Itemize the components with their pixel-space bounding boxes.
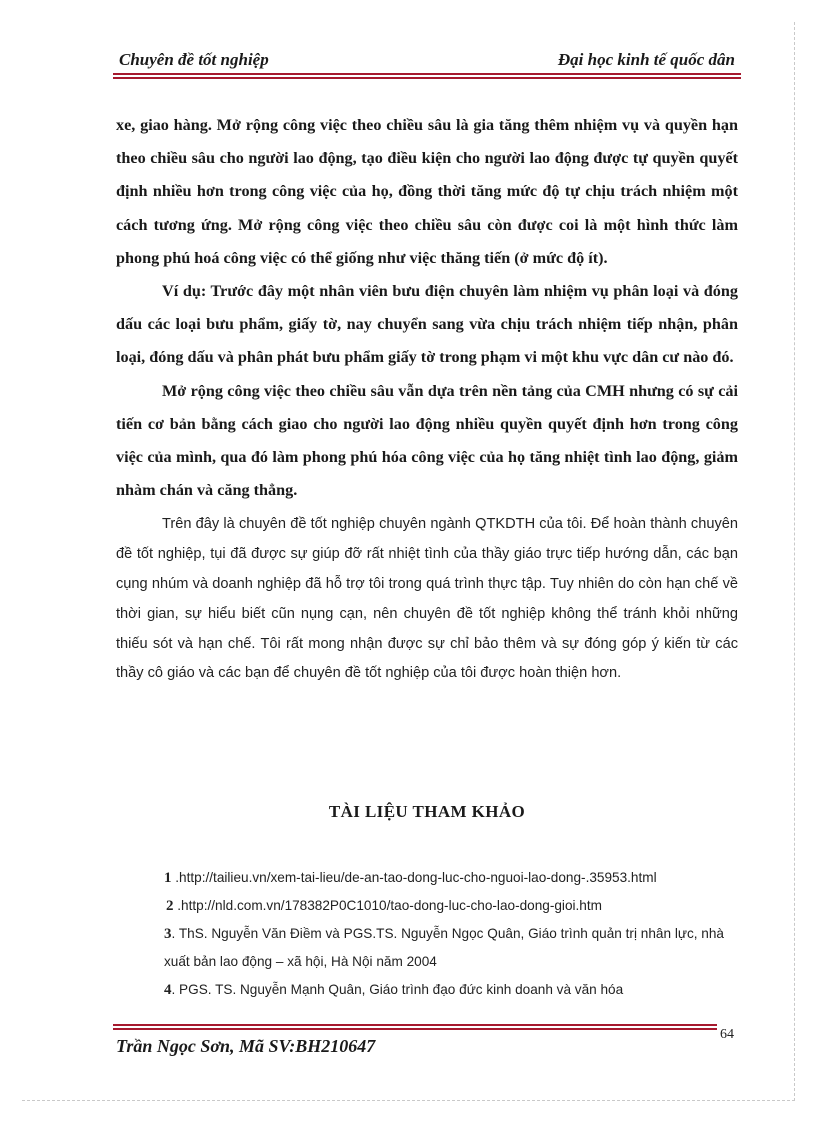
- reference-number: 3: [164, 926, 172, 942]
- footer-rule: [113, 1028, 717, 1030]
- body-text: [116, 109, 738, 689]
- reference-item: [166, 892, 724, 920]
- header-rule: [113, 73, 741, 75]
- footer-author: Trần Ngọc Sơn, Mã SV:BH210647: [116, 1036, 376, 1056]
- reference-number: 4: [164, 982, 172, 998]
- reference-text: . PGS. TS. Nguyễn Mạnh Quân, Giáo trình đạo đức kinh doanh và văn hóa: [171, 982, 624, 997]
- reference-number: 2: [166, 898, 174, 914]
- header-left-title: Chuyên đề tốt nghiệp: [119, 50, 269, 69]
- paragraph-1: xe, giao hàng. Mở rộng công việc theo chiều sâu là gia tăng thêm nhiệm vụ và quyền hạn theo chiều sâu cho người lao động, tạo điều kiện cho người lao động được tự quyền quyết định nhiều hơn trong công việc của họ, đồng thời tăng mức độ tự chịu trách nhiệm một cách tương ứng. Mở rộng công việc theo chiều sâu còn được coi là một hình thức làm phong phú hoá công việc có thể giống như việc thăng tiến (ở mức độ ít).: [116, 116, 738, 267]
- page-number: 64: [720, 1027, 734, 1042]
- references-title: TÀI LIỆU THAM KHẢO: [328, 802, 526, 821]
- reference-item: [164, 920, 724, 976]
- reference-number: 1: [164, 870, 172, 886]
- reference-item: [164, 864, 724, 892]
- reference-text: .http://nld.com.vn/178382P0C1010/tao-dong-luc-cho-lao-dong-gioi.htm: [173, 898, 602, 913]
- paragraph-2: Ví dụ: Trước đây một nhân viên bưu điện chuyên làm nhiệm vụ phân loại và đóng dấu các loại bưu phẩm, giấy tờ, nay chuyển sang vừa chịu trách nhiệm tiếp nhận, phân loại, đóng dấu và phân phát bưu phẩm giấy tờ trong phạm vi một khu vực dân cư nào đó.: [116, 282, 738, 367]
- paragraph-3: Mở rộng công việc theo chiều sâu vẫn dựa trên nền tảng của CMH nhưng có sự cải tiến cơ bản bằng cách giao cho người lao động nhiều quyền quyết định hơn trong công việc của mình, qua đó làm phong phú hóa công việc của họ tăng nhiệt tình lao động, giảm nhàm chán và căng thẳng.: [116, 381, 738, 500]
- reference-text: . ThS. Nguyễn Văn Điềm và PGS.TS. Nguyễn Ngọc Quân, Giáo trình quản trị nhân lực, nhà xuất bản lao động – xã hội, Hà Nội năm 2004: [164, 926, 724, 969]
- header-rule: [113, 77, 741, 79]
- paragraph-conclusion: Trên đây là chuyên đề tốt nghiệp chuyên ngành QTKDTH của tôi. Để hoàn thành chuyên đề tốt nghiệp, tụi đã được sự giúp đỡ rất nhiệt tình của thầy giáo trực tiếp hướng dẫn, các bạn cụng nhúm và doanh nghiệp đã hỗ trợ tôi trong quá trình thực tập. Tuy nhiên do còn hạn chế về thời gian, sự hiểu biết cũn nụng cạn, nên chuyên đề tốt nghiệp không thể tránh khỏi những thiếu sót và hạn chế. Tôi rất mong nhận được sự chỉ bảo thêm và sự đóng góp ý kiến từ các thầy cô giáo và các bạn để chuyên đề tốt nghiệp của tôi được hoàn thiện hơn.: [116, 516, 738, 682]
- references-list: [164, 864, 724, 1004]
- reference-text: .http://tailieu.vn/xem-tai-lieu/de-an-tao-dong-luc-cho-nguoi-lao-dong-.35953.html: [171, 870, 657, 885]
- reference-item: [164, 976, 724, 1004]
- header-right-title: Đại học kinh tế quốc dân: [557, 50, 735, 69]
- footer-rule: [113, 1024, 717, 1026]
